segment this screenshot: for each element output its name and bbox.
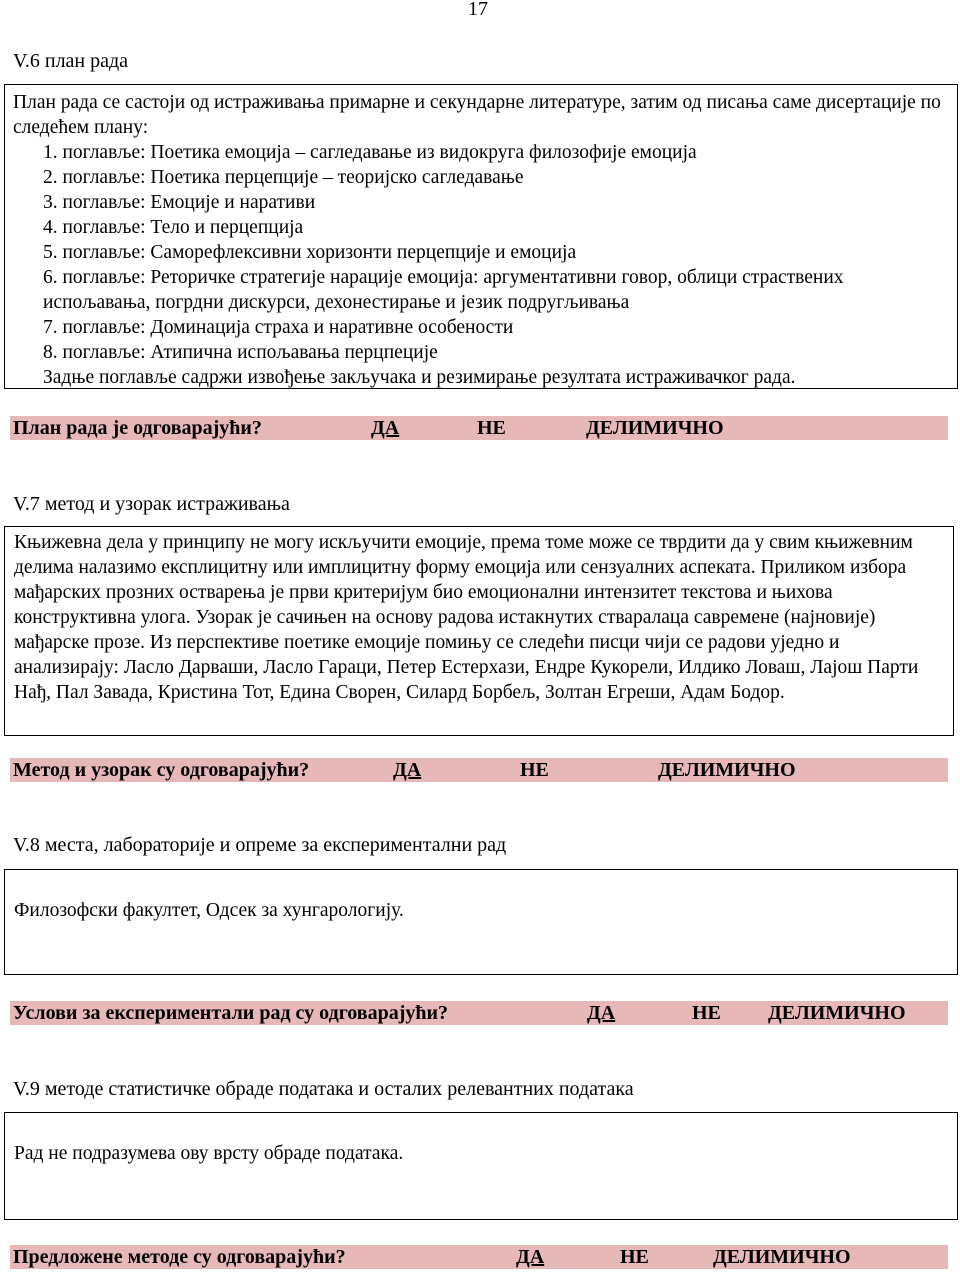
statistics-question-bar <box>10 1245 948 1269</box>
statistics-text: Рад не подразумева ову врсту обраде података. <box>14 1143 404 1164</box>
lab-question: Услови за експериментали рад су одговарајући? <box>13 1002 449 1024</box>
plan-closing: Задње поглавље садржи извођење закључака и резимирање резултата истраживачког рада. <box>43 367 796 388</box>
lab-text: Филозофски факултет, Одсек за хунгарологију. <box>14 900 404 921</box>
page-number: 17 <box>468 0 488 20</box>
chapter-7: 7. поглавље: Доминација страха и наративне особености <box>43 317 514 338</box>
method-answer-no[interactable]: НЕ <box>520 759 549 781</box>
chapter-4: 4. поглавље: Тело и перцепција <box>43 217 304 238</box>
plan-question-bar <box>10 416 948 440</box>
lab-answer-partial[interactable]: ДЕЛИМИЧНО <box>768 1002 906 1024</box>
method-text: Књижевна дела у принципу не могу искључити емоције, према томе може се тврдити да у свим књижевним делима налазимо експлицитну или имплицитну форму емоција или сензуалних аспеката. Приликом избора мађарских прозних остварења је први критеријум био емоционални интензитет текстова и њихова конструктивна улога. Узорак је сачињен на основу радова истакнутих стваралаца савремене (најновије) мађарске прозе. Из перспективе поетике емоције помињу се следећи писци чији се радови уједно и анализирају: Ласло Дарваши, Ласло Гараци, Петер Естерхази, Ендре Кукорели, Илдико Ловаш, Лајош Парти Нађ, Пал Завада, Кристина Тот, Едина Сворен, Силард Борбељ, Золтан Егреши, Адам Бодор. <box>14 532 919 703</box>
lab-answer-yes[interactable]: ДА <box>587 1002 616 1024</box>
plan-question: План рада је одговарајући? <box>13 417 262 439</box>
chapter-3: 3. поглавље: Емоције и наративи <box>43 192 316 213</box>
statistics-question: Предложене методе су одговарајући? <box>13 1246 346 1268</box>
section-heading-statistics: V.9 методе статистичке обраде података и осталих релевантних података <box>13 1078 634 1100</box>
method-answer-partial[interactable]: ДЕЛИМИЧНО <box>658 759 796 781</box>
plan-answer-yes[interactable]: ДА <box>371 417 400 439</box>
statistics-box <box>4 1112 958 1220</box>
method-question: Метод и узорак су одговарајући? <box>13 759 310 781</box>
plan-intro: План рада се састоји од истраживања примарне и секундарне литературе, затим од писања саме дисертације по следећем плану: <box>13 92 941 138</box>
section-heading-lab: V.8 места, лабораторије и опреме за експериментални рад <box>13 834 507 856</box>
chapter-8: 8. поглавље: Атипична испољавања перцпеције <box>43 342 438 363</box>
chapter-2: 2. поглавље: Поетика перцепције – теоријско сагледавање <box>43 167 524 188</box>
chapter-6: 6. поглавље: Реторичке стратегије нарације емоција: аргументативни говор, облици страствених испољавања, погрдни дискурси, дехонестирање и језик подругљивања <box>43 267 844 313</box>
plan-answer-no[interactable]: НЕ <box>477 417 506 439</box>
statistics-answer-partial[interactable]: ДЕЛИМИЧНО <box>713 1246 851 1268</box>
method-answer-yes[interactable]: ДА <box>393 759 422 781</box>
method-question-bar <box>10 758 948 782</box>
method-box <box>4 526 954 736</box>
plan-box <box>4 84 958 389</box>
lab-question-bar <box>10 1001 948 1025</box>
chapter-1: 1. поглавље: Поетика емоција – сагледавање из видокруга филозофије емоција <box>43 142 697 163</box>
chapter-5: 5. поглавље: Саморефлексивни хоризонти перцепције и емоција <box>43 242 577 263</box>
plan-answer-partial[interactable]: ДЕЛИМИЧНО <box>586 417 724 439</box>
section-heading-method: V.7 метод и узорак истраживања <box>13 493 290 515</box>
lab-answer-no[interactable]: НЕ <box>692 1002 721 1024</box>
lab-box <box>4 869 958 975</box>
section-heading-plan: V.6 план рада <box>13 50 129 72</box>
statistics-answer-yes[interactable]: ДА <box>516 1246 545 1268</box>
statistics-answer-no[interactable]: НЕ <box>620 1246 649 1268</box>
chapter-list <box>43 140 949 365</box>
